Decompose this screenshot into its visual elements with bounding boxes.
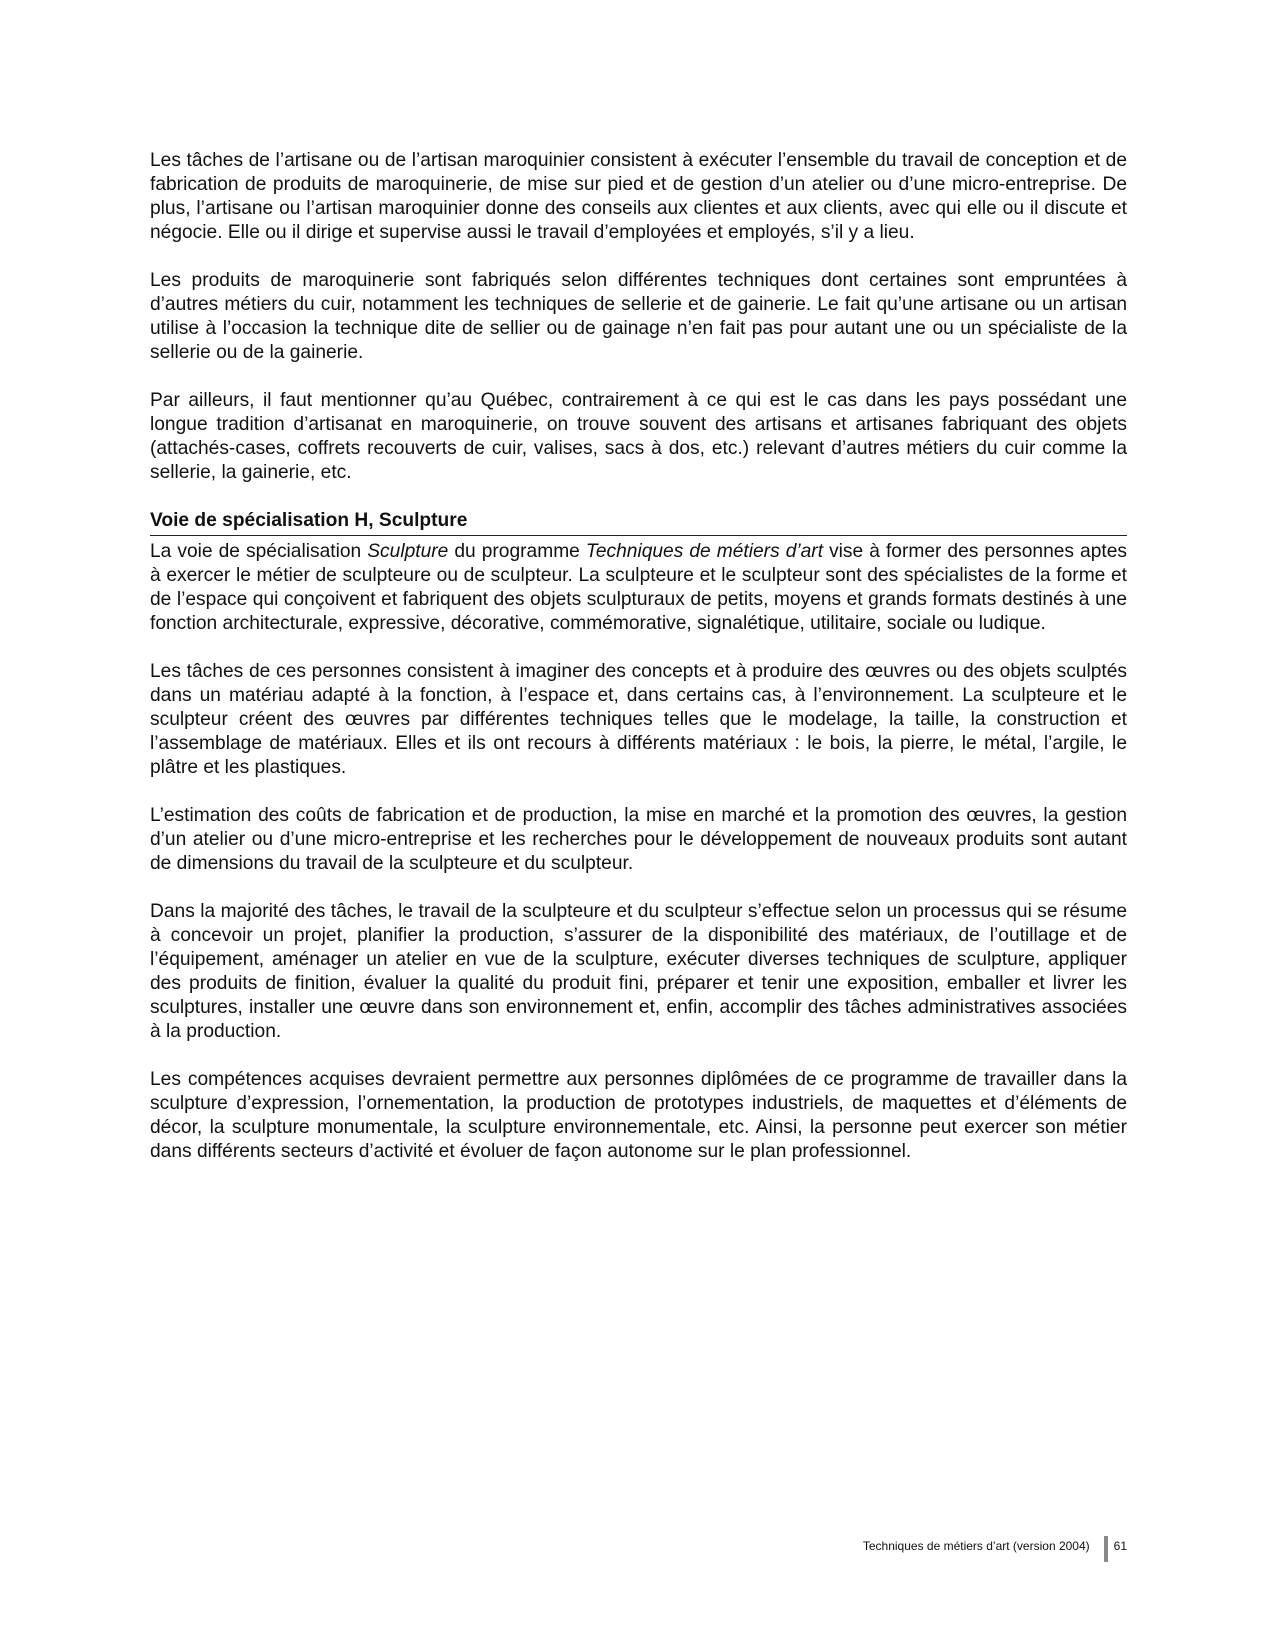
paragraph-sculpture-competences: Les compétences acquises devraient permettre aux personnes diplômées de ce programme de travailler dans la sculpture d’expression, l’ornementation, la production de prototypes industriels, de maquettes et d’éléments de décor, la sculpture monumentale, la sculpture environnementale, etc. Ainsi, la personne peut exercer son métier dans différents secteurs d’activité et évoluer de façon autonome sur le plan professionnel. xyxy=(150,1069,1127,1162)
page-content xyxy=(150,149,1127,1188)
intro-italic-program: Techniques de métiers d’art xyxy=(585,541,824,562)
paragraph-quebec-context: Par ailleurs, il faut mentionner qu’au Québec, contrairement à ce qui est le cas dans les pays possédant une longue tradition d’artisanat en maroquinerie, on trouve souvent des artisans et artisanes fabriquant des objets (attachés-cases, coffrets recouverts de cuir, valises, sacs à dos, etc.) relevant d’autres métiers du cuir comme la sellerie, la gainerie, etc. xyxy=(150,390,1127,483)
paragraph-sculpture-intro xyxy=(150,540,1127,636)
page-footer xyxy=(863,1536,1127,1562)
section-heading-sculpture: Voie de spécialisation H, Sculpture xyxy=(150,509,1127,536)
page-number: 61 xyxy=(1113,1539,1127,1553)
paragraph-sculpture-tasks: Les tâches de ces personnes consistent à imaginer des concepts et à produire des œuvres ou des objets sculptés dans un matériau adapté à la fonction, à l’espace et, dans certains cas, à l’environnement. La sculpteure et le sculpteur créent des œuvres par différentes techniques telles que le modelage, la taille, la construction et l’assemblage de matériaux. Elles et ils ont recours à différents matériaux : le bois, la pierre, le métal, l’argile, le plâtre et les plastiques. xyxy=(150,661,1127,778)
footer-document-title: Techniques de métiers d’art (version 2004) xyxy=(862,1539,1090,1553)
intro-text-part-1: La voie de spécialisation xyxy=(150,541,368,562)
footer-divider-bar xyxy=(1104,1536,1108,1562)
paragraph-sculpture-costs: L’estimation des coûts de fabrication et de production, la mise en marché et la promotion des œuvres, la gestion d’un atelier ou d’une micro-entreprise et les recherches pour le développement de nouveaux produits sont autant de dimensions du travail de la sculpteure et du sculpteur. xyxy=(150,805,1127,874)
intro-italic-sculpture: Sculpture xyxy=(367,541,449,562)
paragraph-maroquinier-tasks: Les tâches de l’artisane ou de l’artisan maroquinier consistent à exécuter l’ensemble du travail de conception et de fabrication de produits de maroquinerie, de mise sur pied et de gestion d’un atelier ou d’une micro-entreprise. De plus, l’artisane ou l’artisan maroquinier donne des conseils aux clientes et aux clients, avec qui elle ou il discute et négocie. Elle ou il dirige et supervise aussi le travail d’employées et employés, s’il y a lieu. xyxy=(150,150,1127,243)
paragraph-sculpture-process: Dans la majorité des tâches, le travail de la sculpteure et du sculpteur s’effectue selon un processus qui se résume à concevoir un projet, planifier la production, s’assurer de la disponibilité des matériaux, de l’outillage et de l’équipement, aménager un atelier en vue de la sculpture, exécuter diverses techniques de sculpture, appliquer des produits de finition, évaluer la qualité du produit fini, préparer et tenir une exposition, emballer et livrer les sculptures, installer une œuvre dans son environnement et, enfin, accomplir des tâches administratives associées à la production. xyxy=(150,901,1127,1042)
paragraph-maroquinerie-techniques: Les produits de maroquinerie sont fabriqués selon différentes techniques dont certaines sont empruntées à d’autres métiers du cuir, notamment les techniques de sellerie et de gainerie. Le fait qu’une artisane ou un artisan utilise à l’occasion la technique dite de sellier ou de gainage n’en fait pas pour autant une ou un spécialiste de la sellerie ou de la gainerie. xyxy=(150,270,1127,363)
intro-text-part-3: vise à former des personnes aptes à exercer le métier de sculpteure ou de sculpteur. La sculpteure et le sculpteur sont des spécialistes de la forme et de l’espace qui conçoivent et fabriquent des objets sculpturaux de petits, moyens et grands formats destinés à une fonction architecturale, expressive, décorative, commémorative, signalétique, utilitaire, sociale ou ludique. xyxy=(150,541,1127,634)
intro-text-part-2: du programme xyxy=(448,541,586,562)
